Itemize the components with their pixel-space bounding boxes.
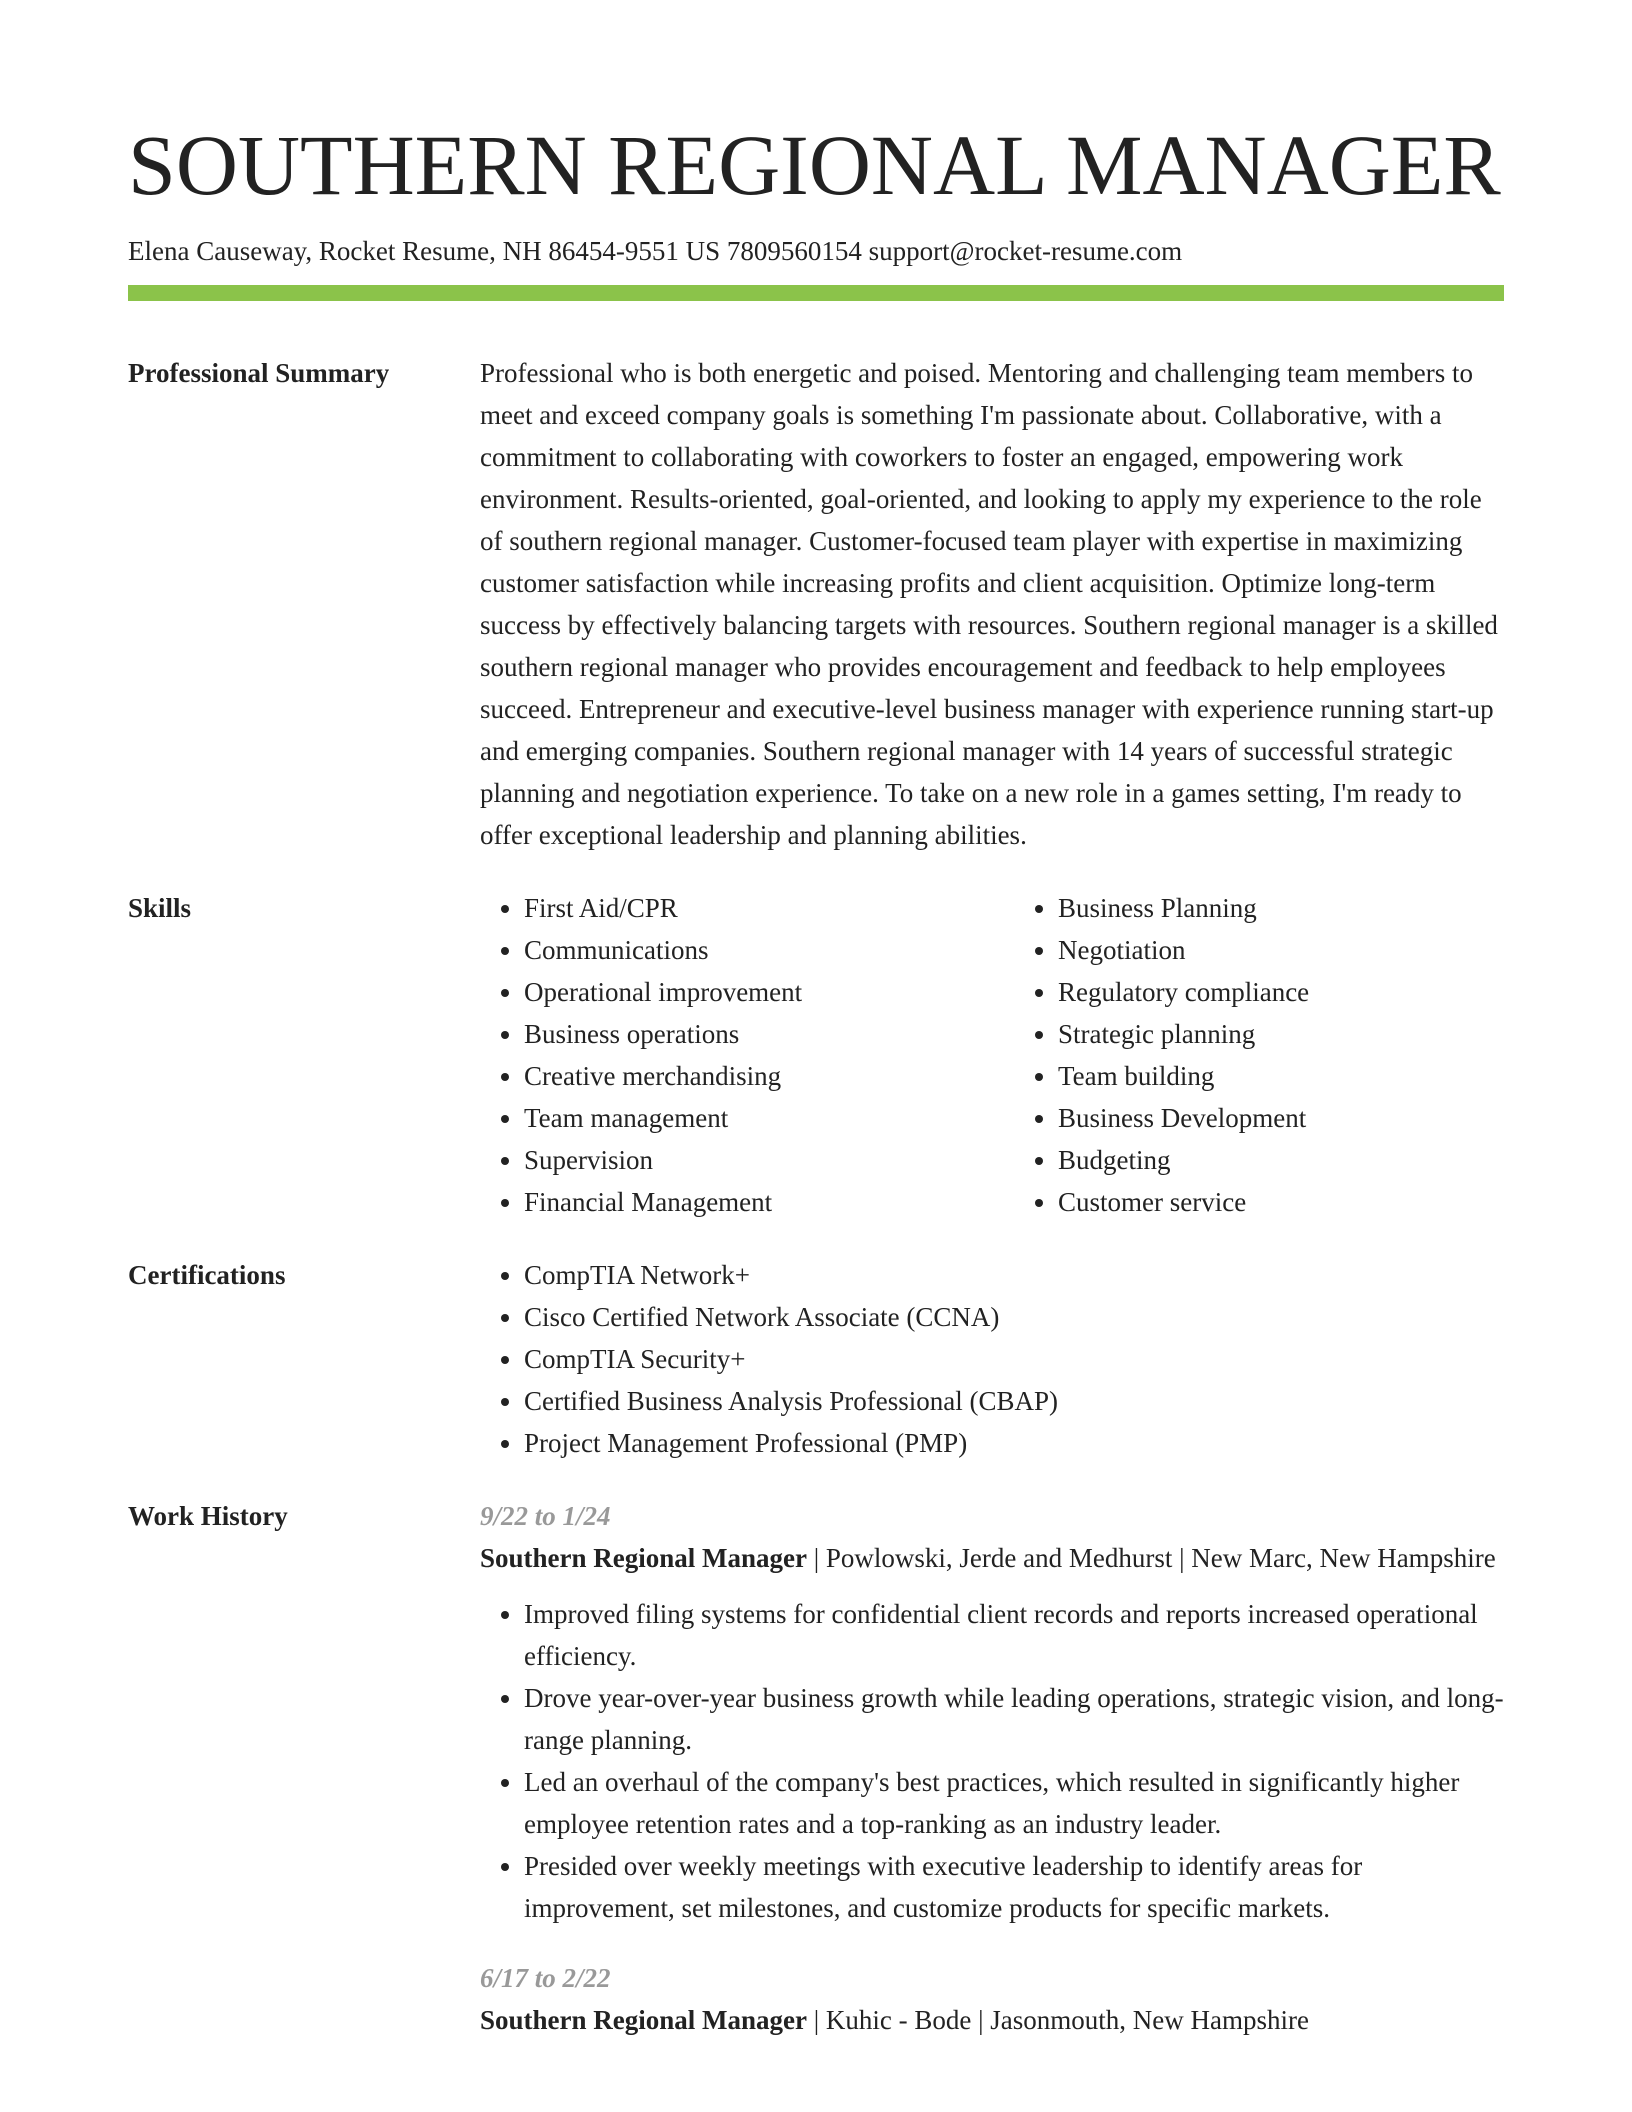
skill-item: • Communications bbox=[524, 929, 970, 971]
skill-item: • Supervision bbox=[524, 1139, 970, 1181]
job-title-line bbox=[480, 1537, 1504, 1579]
job-date: 6/17 to 2/22 bbox=[480, 1963, 611, 1993]
job-title: Southern Regional Manager bbox=[480, 1543, 807, 1573]
skill-item: • First Aid/CPR bbox=[524, 887, 970, 929]
accent-divider bbox=[128, 285, 1504, 301]
professional-summary-section bbox=[128, 352, 1504, 856]
certification-item: • CompTIA Security+ bbox=[524, 1338, 1504, 1380]
skill-item: • Strategic planning bbox=[1058, 1013, 1504, 1055]
skills-heading: Skills bbox=[128, 893, 192, 923]
job-responsibilities-list bbox=[480, 1593, 1504, 1929]
skill-item: • Business Planning bbox=[1058, 887, 1504, 929]
skill-item: • Team building bbox=[1058, 1055, 1504, 1097]
work-history-content bbox=[480, 1495, 1504, 2041]
skill-item: • Customer service bbox=[1058, 1181, 1504, 1223]
skill-item: • Regulatory compliance bbox=[1058, 971, 1504, 1013]
skill-item: • Business Development bbox=[1058, 1097, 1504, 1139]
certification-item: • Certified Business Analysis Professional (CBAP) bbox=[524, 1380, 1504, 1422]
job-entry bbox=[480, 1495, 1504, 1929]
work-history-section bbox=[128, 1495, 1504, 2041]
skill-item: • Budgeting bbox=[1058, 1139, 1504, 1181]
professional-summary-content bbox=[480, 352, 1504, 856]
skill-item: • Operational improvement bbox=[524, 971, 970, 1013]
contact-line: Elena Causeway, Rocket Resume, NH 86454-9551 US 7809560154 support@rocket-resume.com bbox=[128, 235, 1183, 266]
certifications-list bbox=[480, 1254, 1504, 1464]
certification-item: • Cisco Certified Network Associate (CCNA) bbox=[524, 1296, 1504, 1338]
skill-item: • Creative merchandising bbox=[524, 1055, 970, 1097]
job-responsibility: • Improved filing systems for confidential client records and reports increased operational efficiency. bbox=[524, 1593, 1504, 1677]
job-responsibility: • Drove year-over-year business growth while leading operations, strategic vision, and long-range planning. bbox=[524, 1677, 1504, 1761]
skill-item: • Team management bbox=[524, 1097, 970, 1139]
resume-header bbox=[128, 118, 1504, 267]
skill-item: • Financial Management bbox=[524, 1181, 970, 1223]
job-company-location: | Kuhic - Bode | Jasonmouth, New Hampshire bbox=[807, 2005, 1309, 2035]
job-title: Southern Regional Manager bbox=[480, 2005, 807, 2035]
job-company-location: | Powlowski, Jerde and Medhurst | New Marc, New Hampshire bbox=[807, 1543, 1496, 1573]
section-spacer bbox=[128, 856, 1504, 887]
certifications-content bbox=[480, 1254, 1504, 1464]
page-title: SOUTHERN REGIONAL MANAGER bbox=[128, 117, 1501, 213]
resume-sections bbox=[128, 352, 1504, 2041]
job-date: 9/22 to 1/24 bbox=[480, 1501, 611, 1531]
certifications-section bbox=[128, 1254, 1504, 1464]
skill-item: • Business operations bbox=[524, 1013, 970, 1055]
section-spacer bbox=[128, 1223, 1504, 1254]
job-responsibility: • Led an overhaul of the company's best practices, which resulted in significantly higher employee retention rates and a top-ranking as an industry leader. bbox=[524, 1761, 1504, 1845]
skills-left-list bbox=[480, 887, 970, 1223]
professional-summary-heading: Professional Summary bbox=[128, 358, 390, 388]
job-title-line bbox=[480, 1999, 1504, 2041]
job-responsibility: • Presided over weekly meetings with executive leadership to identify areas for improvement, set milestones, and customize products for specific markets. bbox=[524, 1845, 1504, 1929]
work-history-heading: Work History bbox=[128, 1501, 288, 1531]
professional-summary-text: Professional who is both energetic and poised. Mentoring and challenging team members to meet and exceed company goals is something I'm passionate about. Collaborative, with a commitment to collaborating with coworkers to foster an engaged, empowering work environment. Results-oriented, goal-oriented, and looking to apply my experience to the role of southern regional manager. Customer-focused team player with expertise in maximizing customer satisfaction while increasing profits and client acquisition. Optimize long-term success by effectively balancing targets with resources. Southern regional manager is a skilled southern regional manager who provides encouragement and feedback to help employees succeed. Entrepreneur and executive-level business manager with experience running start-up and emerging companies. Southern regional manager with 14 years of successful strategic planning and negotiation experience. To take on a new role in a games setting, I'm ready to offer exceptional leadership and planning abilities. bbox=[480, 358, 1498, 850]
skill-item: • Negotiation bbox=[1058, 929, 1504, 971]
skills-content bbox=[480, 887, 1504, 1223]
certifications-heading: Certifications bbox=[128, 1260, 286, 1290]
job-entry bbox=[480, 1957, 1504, 2041]
skills-grid bbox=[480, 887, 1504, 1223]
job-spacer bbox=[480, 1929, 1504, 1957]
certification-item: • Project Management Professional (PMP) bbox=[524, 1422, 1504, 1464]
section-spacer bbox=[128, 1464, 1504, 1495]
skills-right-list bbox=[1014, 887, 1504, 1223]
certification-item: • CompTIA Network+ bbox=[524, 1254, 1504, 1296]
skills-section bbox=[128, 887, 1504, 1223]
